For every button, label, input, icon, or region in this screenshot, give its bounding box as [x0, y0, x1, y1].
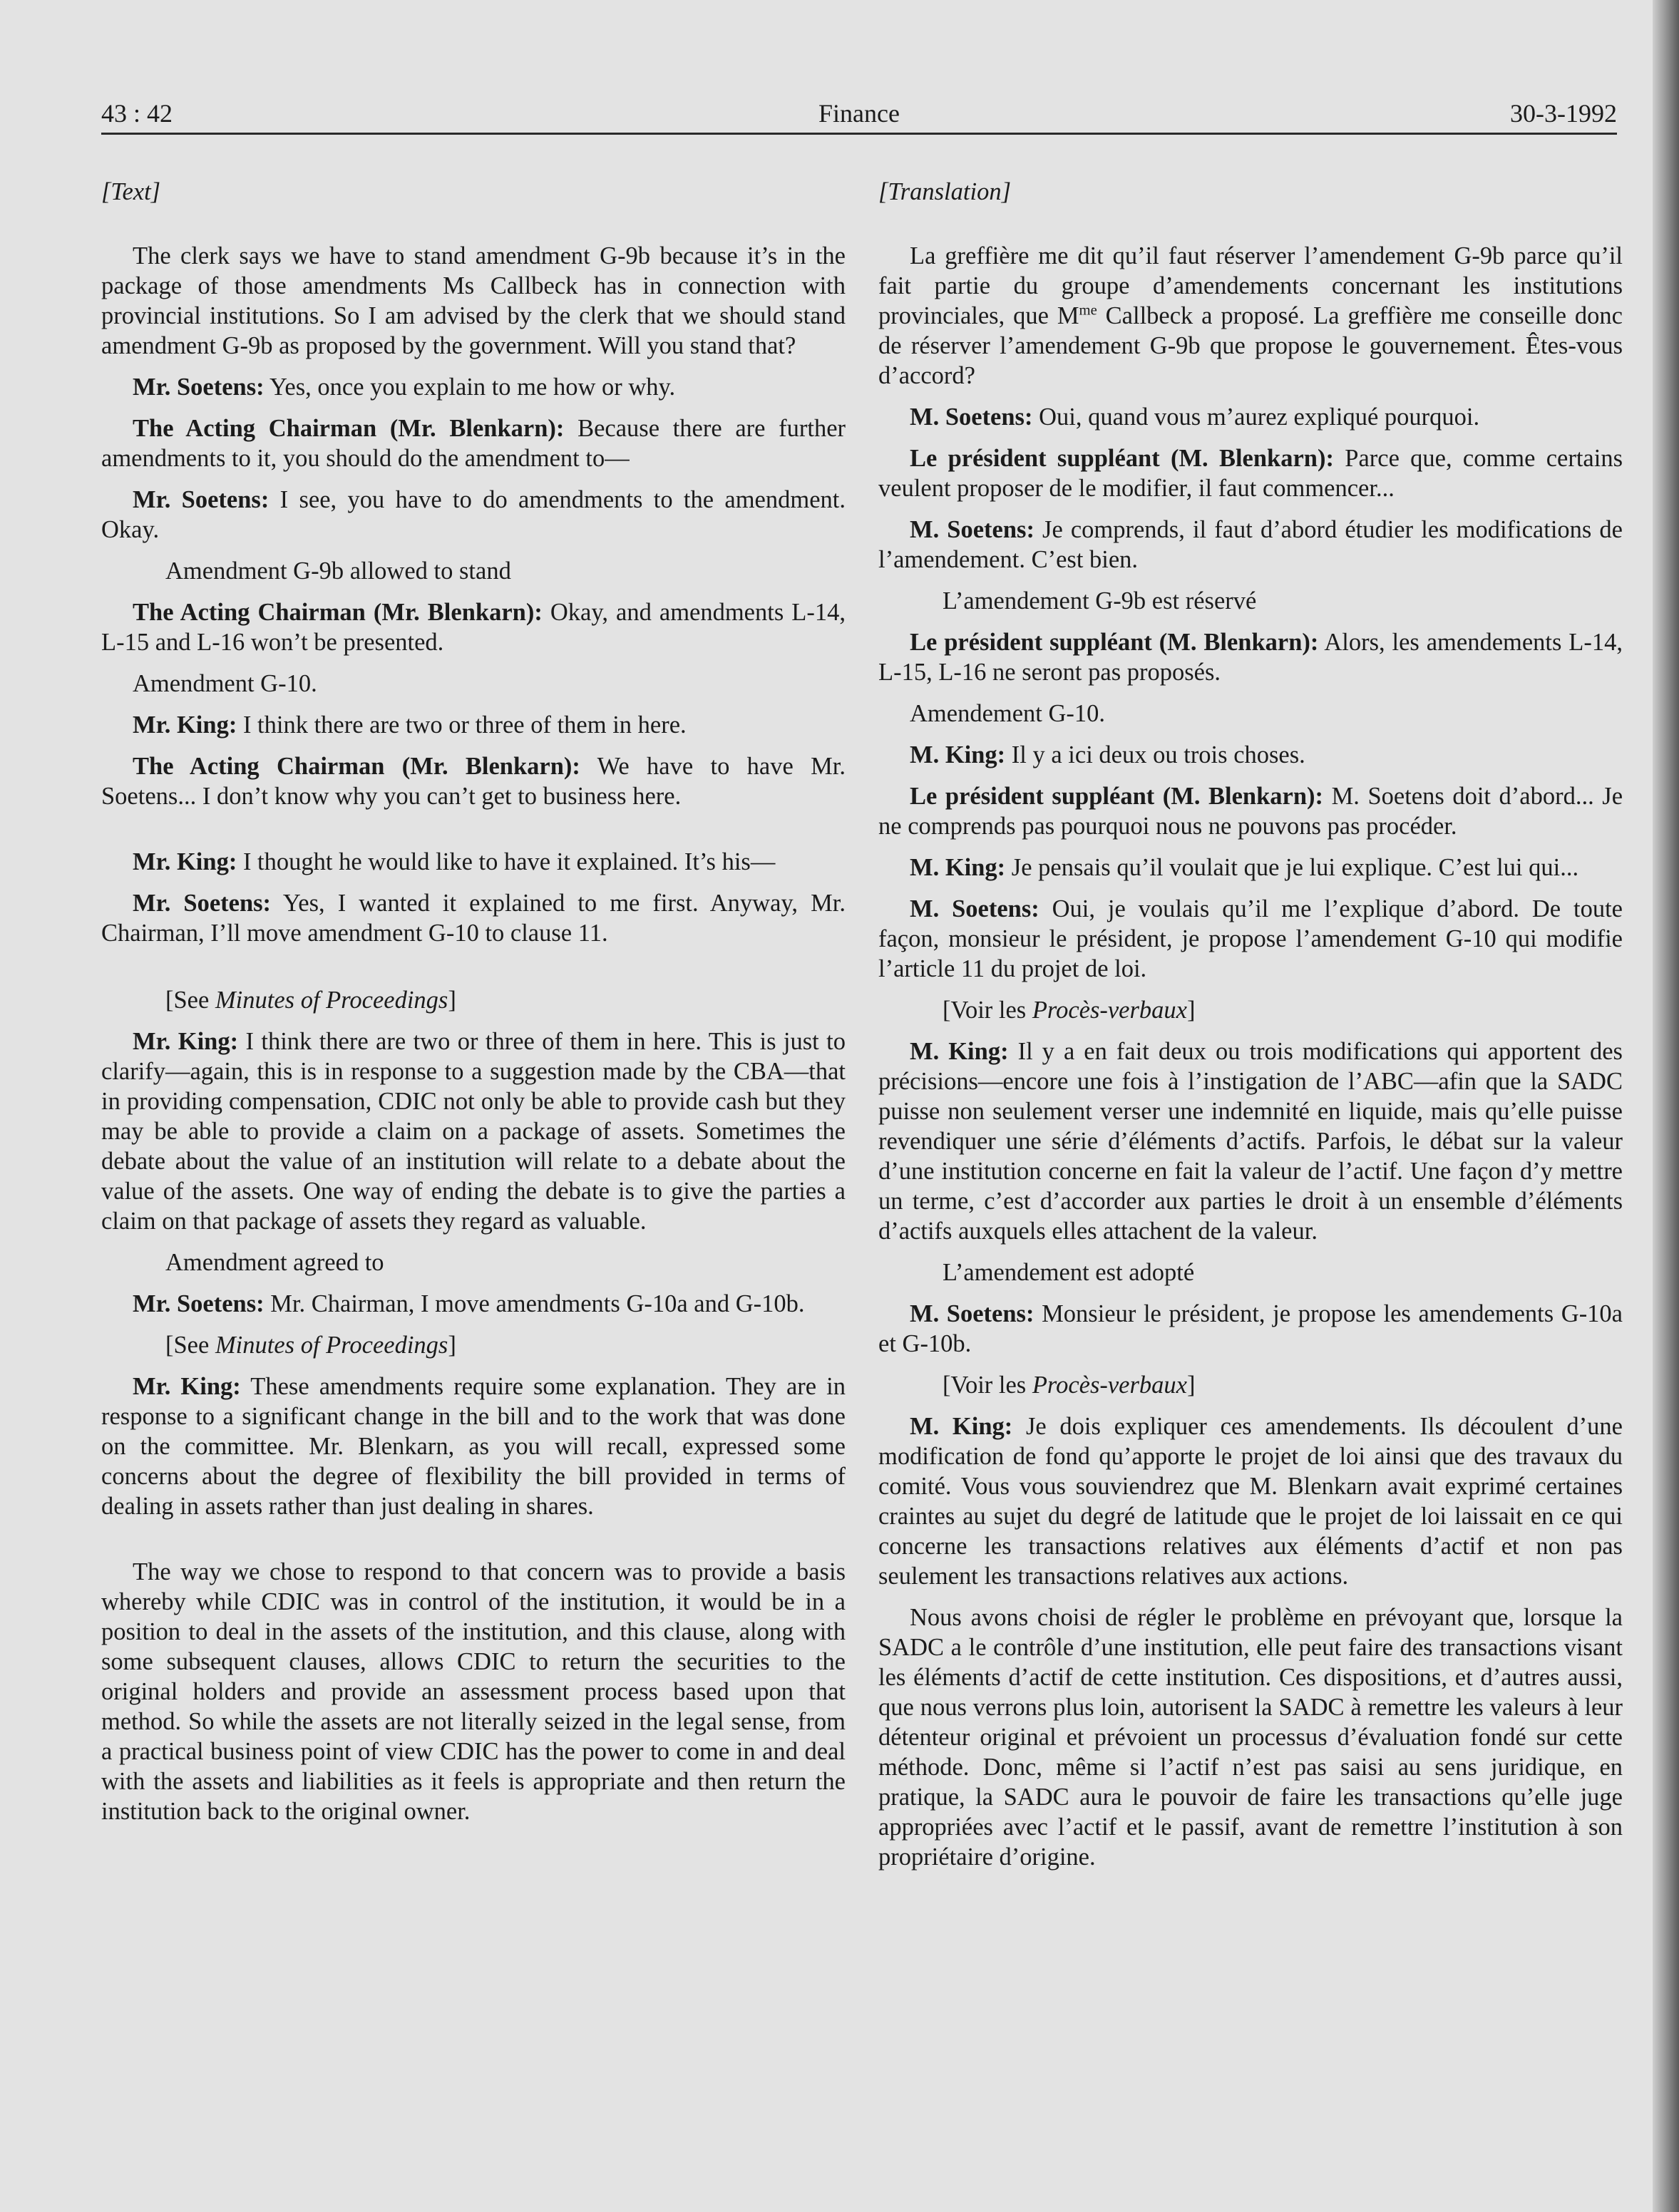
paragraph: Mr. Soetens: Yes, I wanted it explained to me first. Anyway, Mr. Chairman, I’ll move amendment G-10 to clause 11.: [101, 890, 846, 947]
paragraph: Mr. King: I think there are two or three of them in here. This is just to clarify—again, this is in response to a suggestion made by the CBA—that in providing compensation, CDIC not only be able to provide cash but they may be able to provide a claim on a package of assets. Sometimes the debate about the value of an institution will relate to a debate about the value of the assets. One way of ending the debate is to give the parties a claim on that package of assets they regard as valuable.: [101, 1028, 846, 1235]
paragraph: Mr. Soetens: I see, you have to do amendments to the amendment. Okay.: [101, 486, 846, 543]
speaker: M. Soetens:: [910, 1300, 1034, 1327]
running-header: [101, 94, 1617, 133]
speaker: Mr. King:: [133, 1373, 241, 1400]
paragraph: The Acting Chairman (Mr. Blenkarn): Because there are further amendments to it, you should do the amendment to—: [101, 415, 846, 472]
french-column: [878, 177, 1623, 1883]
speaker: The Acting Chairman (Mr. Blenkarn):: [133, 599, 543, 626]
paragraph: M. Soetens: Oui, je voulais qu’il me l’explique d’abord. De toute façon, monsieur le président, je propose l’amendement G-10 qui modifie l’article 11 du projet de loi.: [878, 895, 1623, 982]
paragraph: M. Soetens: Je comprends, il faut d’abord étudier les modifications de l’amendement. C’est bien.: [878, 516, 1623, 573]
speaker: Mr. Soetens:: [133, 486, 269, 513]
paragraph: Mr. King: These amendments require some explanation. They are in response to a significant change in the bill and to the work that was done on the committee. Mr. Blenkarn, as you will recall, expressed some concerns about the degree of flexibility the bill provided in terms of dealing in assets rather than just dealing in shares.: [101, 1373, 846, 1520]
paragraph: Nous avons choisi de régler le problème en prévoyant que, lorsque la SADC a le contrôle d’une institution, elle peut faire des transactions visant les éléments d’actif de cette institution. Ces dispositions, et d’autres aussi, que nous verrons plus loin, autorisent la SADC à remettre les valeurs à leur détenteur original et prévoient un processus d’évaluation fondé sur cette méthode. Donc, même si l’actif n’est pas saisi au sens juridique, en pratique, la SADC aura le pouvoir de faire les transactions qu’elle juge appropriées avec l’actif et le passif, avant de remettre l’institution à son propriétaire d’origine.: [878, 1604, 1623, 1871]
paragraph: M. King: Il y a en fait deux ou trois modifications qui apportent des précisions—encore une fois à l’instigation de l’ABC—afin que la SADC puisse non seulement verser une indemnité en liquide, mais qu’elle puisse revendiquer une série d’éléments d’actifs. Parfois, le débat sur la valeur d’une institution concerne en fait la valeur de l’actif. Une façon d’y mettre un terme, c’est d’accorder aux parties le droit à un ensemble d’éléments d’actifs auxquels elles attachent de la valeur.: [878, 1038, 1623, 1245]
speaker: Mr. Soetens:: [133, 1290, 265, 1317]
motion-result: L’amendement est adopté: [943, 1259, 1195, 1286]
paragraph: Mr. Soetens: Mr. Chairman, I move amendments G-10a and G-10b.: [133, 1290, 805, 1317]
paragraph: Mr. Soetens: Yes, once you explain to me how or why.: [133, 374, 676, 401]
speaker: Le président suppléant (M. Blenkarn):: [910, 629, 1319, 656]
minutes-reference: [Voir les Procès-verbaux]: [943, 1372, 1196, 1399]
speaker: The Acting Chairman (Mr. Blenkarn):: [133, 753, 580, 780]
motion-result: Amendment agreed to: [165, 1249, 384, 1276]
minutes-reference: [Voir les Procès-verbaux]: [943, 997, 1196, 1024]
speaker: Le président suppléant (M. Blenkarn):: [910, 783, 1324, 810]
minutes-reference: [See Minutes of Proceedings]: [165, 1332, 456, 1359]
speaker: Mr. King:: [133, 1028, 239, 1055]
minutes-reference: [See Minutes of Proceedings]: [165, 987, 456, 1014]
header-rule: [101, 133, 1617, 135]
paragraph: Mr. King: I think there are two or three of them in here.: [133, 711, 687, 739]
speaker: M. King:: [910, 1413, 1013, 1440]
speaker: M. Soetens:: [910, 895, 1039, 922]
speaker: M. King:: [910, 854, 1006, 881]
paragraph: Amendement G-10.: [910, 700, 1106, 727]
paragraph: Amendment G-10.: [133, 670, 317, 697]
paragraph: Le président suppléant (M. Blenkarn): Parce que, comme certains veulent proposer de le modifier, il faut commencer...: [878, 445, 1623, 502]
speaker: Le président suppléant (M. Blenkarn):: [910, 445, 1334, 472]
paragraph: M. King: Il y a ici deux ou trois choses.: [910, 741, 1305, 768]
speaker: Mr. Soetens:: [133, 374, 265, 401]
speaker: M. King:: [910, 741, 1006, 768]
english-column: [101, 177, 846, 1838]
speaker: Mr. King:: [133, 711, 237, 739]
paragraph: Mr. King: I thought he would like to have it explained. It’s his—: [133, 848, 776, 875]
paragraph: La greffière me dit qu’il faut réserver l’amendement G-9b parce qu’il fait partie du groupe d’amendements concernant les institutions provinciales, que $M^{me}$ Callbeck a proposé. La greffière me conseille donc de réserver l’amendement G-9b que propose le gouvernement. Êtes-vous d’accord?: [878, 242, 1623, 389]
motion-result: L’amendement G-9b est réservé: [943, 587, 1257, 614]
speaker: M. King:: [910, 1038, 1009, 1065]
translation-tag: [Translation]: [878, 178, 1011, 205]
paragraph: The way we chose to respond to that concern was to provide a basis whereby while CDIC was in control of the institution, it would be in a position to deal in the assets of the institution, and this clause, along with some subsequent clauses, allows CDIC to return the securities to the original holders and provide an assessment process based upon that method. So while the assets are not literally seized in the legal sense, from a practical business point of view CDIC has the power to come in and deal with the assets and liabilities as it feels is appropriate and then return the institution back to the original owner.: [101, 1558, 846, 1825]
committee-name: Finance: [818, 99, 900, 128]
paragraph: M. King: Je dois expliquer ces amendements. Ils découlent d’une modification de fond qu’apporte le projet de loi ainsi que des travaux du comité. Vous vous souviendrez que M. Blenkarn avait exprimé certaines craintes au sujet du degré de latitude que le projet de loi laissait en ce qui concerne les transactions relatives aux éléments d’actif et non pas seulement les transactions relatives aux actions.: [878, 1413, 1623, 1590]
paragraph: The Acting Chairman (Mr. Blenkarn): Okay, and amendments L-14, L-15 and L-16 won’t be presented.: [101, 599, 846, 656]
speaker: The Acting Chairman (Mr. Blenkarn):: [133, 415, 565, 442]
paragraph: M. King: Je pensais qu’il voulait que je lui explique. C’est lui qui...: [910, 854, 1579, 881]
paragraph: Le président suppléant (M. Blenkarn): M. Soetens doit d’abord... Je ne comprends pas pourquoi nous ne pouvons pas procéder.: [878, 783, 1623, 840]
motion-result: Amendment G-9b allowed to stand: [165, 557, 511, 585]
text-tag: [Text]: [101, 178, 161, 205]
paragraph: Le président suppléant (M. Blenkarn): Alors, les amendements L-14, L-15, L-16 ne seront pas proposés.: [878, 629, 1623, 686]
speaker: Mr. Soetens:: [133, 890, 272, 917]
page-edge: [1653, 0, 1679, 2212]
speaker: Mr. King:: [133, 848, 237, 875]
paragraph: M. Soetens: Monsieur le président, je propose les amendements G-10a et G-10b.: [878, 1300, 1623, 1357]
speaker: M. Soetens:: [910, 516, 1034, 543]
speaker: M. Soetens:: [910, 403, 1033, 431]
paragraph: M. Soetens: Oui, quand vous m’aurez expliqué pourquoi.: [910, 403, 1480, 431]
paragraph: The Acting Chairman (Mr. Blenkarn): We have to have Mr. Soetens... I don’t know why you can’t get to business here.: [101, 753, 846, 810]
page-number: 43 : 42: [101, 99, 173, 128]
paragraph: The clerk says we have to stand amendment G-9b because it’s in the package of those amendments Ms Callbeck has in connection with provincial institutions. So I am advised by the clerk that we should stand amendment G-9b as proposed by the government. Will you stand that?: [101, 242, 846, 359]
header-date: 30-3-1992: [1510, 99, 1617, 128]
